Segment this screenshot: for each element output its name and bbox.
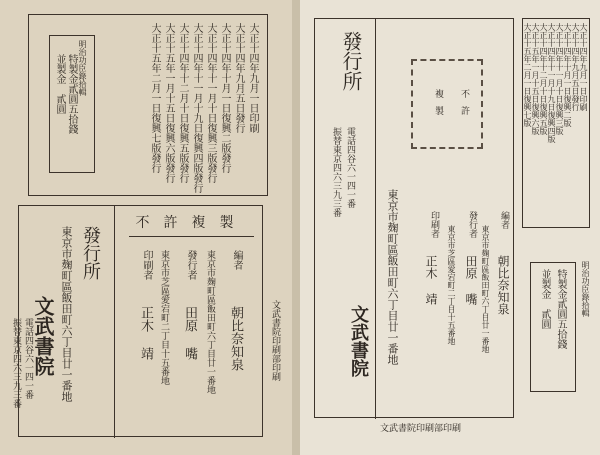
right-date-1: 大正十四年九月一日印刷 (579, 23, 588, 111)
left-printshop: 文武書院印刷部印刷 (270, 300, 280, 381)
right-fukyo-frame (411, 59, 483, 149)
right-fukyo-top: 不許 (459, 89, 469, 123)
right-date-5: 大正十四年十一月十九日復興四版 (547, 23, 556, 143)
left-date-8: 大正十五年二月一日復興七版發行 (149, 23, 160, 173)
left-author: 朝比奈知泉 (228, 306, 243, 371)
right-printshop: 文武書院印刷部印刷 (380, 424, 462, 434)
right-series: 明治功臣錄拾輯 (581, 261, 590, 317)
left-lower-box (11, 205, 263, 437)
left-postage: 並製金 貳圓 (54, 54, 65, 114)
right-publisher-label: 發行者 (467, 211, 477, 238)
left-publisher-addr2: 東京市芝區愛宕町二丁目十五番地 (159, 250, 169, 385)
left-price-box (49, 35, 95, 173)
left-printer: 正木 靖 (138, 306, 153, 360)
left-publisher-addr: 東京市麹町區飯田町六丁目廿一番地 (60, 226, 73, 402)
left-printer-label: 印刷者 (141, 250, 152, 280)
right-date-8: 大正十五年二月一日復興七版 (523, 23, 532, 127)
left-date-2: 大正十四年九月五日發行 (233, 23, 244, 133)
right-date-6: 大正十四年十二月十日復興五版 (539, 23, 548, 135)
right-page (300, 0, 600, 455)
left-date-6: 大正十四年十二月十日復興五版發行 (177, 23, 188, 183)
right-date-7: 大正十五年一月十五日復興六版 (531, 23, 540, 135)
right-phone1: 電話四谷六一四一番 (345, 127, 355, 208)
right-fukyo-bottom: 複製 (433, 89, 443, 123)
right-editor-addr: 東京市麹町區飯田町六丁目廿一番地 (481, 225, 490, 353)
right-printer: 正木 靖 (424, 255, 438, 305)
left-date-7: 大正十五年一月十五日復興六版發行 (163, 23, 174, 183)
left-upper-box (28, 14, 268, 196)
right-publisher: 田原 嘴 (464, 255, 478, 305)
right-price: 特製金貳圓五拾錢 (555, 269, 566, 349)
right-editor-label: 編者 (499, 211, 509, 229)
left-page (0, 0, 292, 455)
left-publisher: 田原 嘴 (182, 306, 197, 360)
right-printer-label: 印刷者 (429, 211, 439, 238)
right-publisher-name: 發行所 (339, 31, 363, 91)
right-price-box (530, 261, 590, 392)
right-main-box (314, 18, 514, 418)
left-series: 明治功臣錄拾輯 (78, 40, 87, 96)
right-phone2: 振替東京四六三九三番 (331, 127, 341, 217)
left-date-5: 大正十四年十一月十九日復興四版發行 (191, 23, 202, 193)
left-date-1: 大正十四年九月一日印刷 (247, 23, 258, 133)
left-price: 特製金貳圓五拾錢 (66, 54, 77, 134)
left-author-addr: 東京市麹町區飯田町六丁目廿一番地 (205, 250, 215, 394)
left-publisher-label: 發行者 (185, 250, 196, 280)
right-date-2: 大正十四年九月五日發行 (571, 23, 580, 111)
left-fukyo: 不許複製 (129, 212, 254, 237)
left-date-4: 大正十四年十一月十日復興三版發行 (205, 23, 216, 183)
left-author-label: 編者 (231, 250, 242, 270)
right-bunbu: 文武書院 (348, 305, 369, 377)
right-postage: 並製金 貳圓 (539, 269, 550, 329)
left-publisher-name: 發行所 (80, 226, 101, 280)
left-bunbu: 文武書院 (31, 296, 55, 376)
left-phone1: 電話四谷六一四一番 (23, 318, 33, 399)
right-publisher-addr: 東京市芝區愛宕町二丁目十五番地 (447, 225, 456, 345)
book-gutter (292, 0, 300, 455)
right-date-4: 大正十四年十一月十日復興三版 (555, 23, 564, 135)
left-date-3: 大正十四年十月一日復興二版發行 (219, 23, 230, 173)
left-phone2: 振替東京四六三九三番 (11, 318, 21, 408)
right-editor: 朝比奈知泉 (496, 255, 510, 315)
right-date-3: 大正十四年十月一日復興二版 (563, 23, 572, 127)
right-dates-box (522, 18, 590, 228)
right-addr: 東京市麹町區飯田町六丁目廿一番地 (386, 189, 399, 365)
